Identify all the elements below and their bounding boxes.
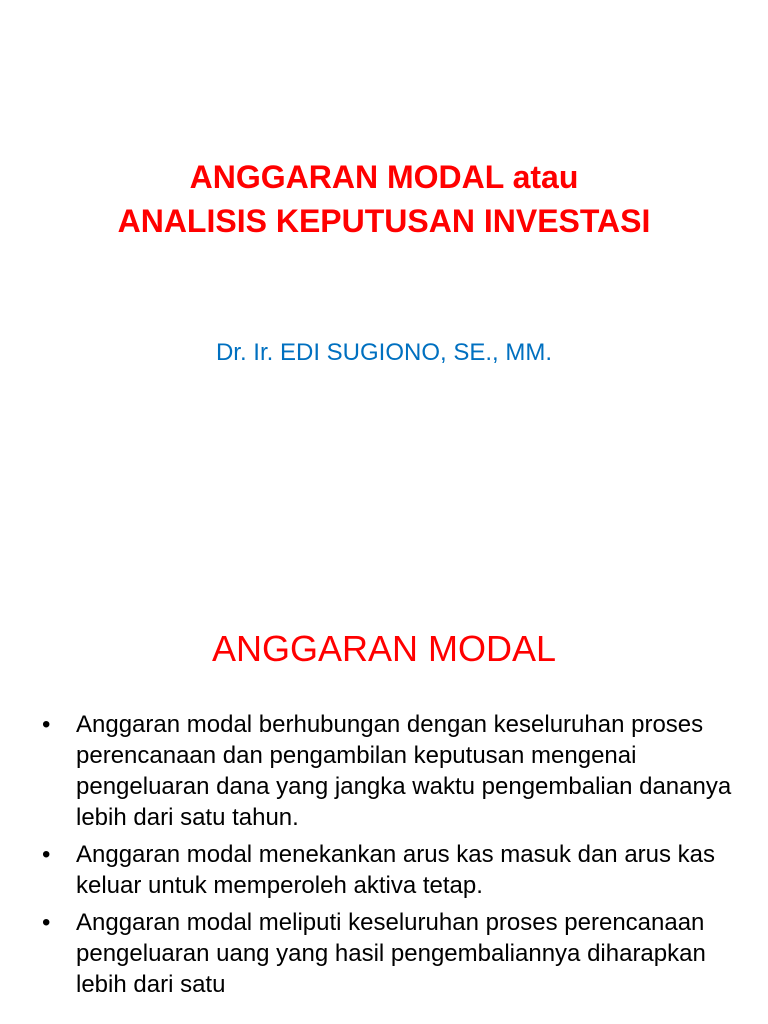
bullet-icon: • [42,909,51,936]
bullet-text: Anggaran modal menekankan arus kas masuk dan arus kas keluar untuk memperoleh aktiva tetap. [76,841,716,899]
bullet-icon: • [42,711,51,738]
bullet-icon: • [42,841,51,868]
content-slide-title: ANGGARAN MODAL [211,628,557,669]
author-name: Dr. Ir. EDI SUGIONO, SE., MM. [215,339,553,366]
title-line-1: ANGGARAN MODAL atau [189,159,579,195]
bullet-item [42,709,732,833]
title-line-2: ANALISIS KEPUTUSAN INVESTASI [117,203,651,239]
bullet-list [42,709,732,1006]
slide-title [0,155,768,243]
bullet-text: Anggaran modal meliputi keseluruhan proses perencanaan pengeluaran uang yang hasil pengembaliannya diharapkan lebih dari satu [76,909,706,998]
bullet-item [42,907,732,1000]
bullet-item [42,839,732,901]
bullet-text: Anggaran modal berhubungan dengan keseluruhan proses perencanaan dan pengambilan keputusan mengenai pengeluaran dana yang jangka waktu pengembalian dananya lebih dari satu tahun. [76,711,732,831]
content-slide [0,576,768,1024]
